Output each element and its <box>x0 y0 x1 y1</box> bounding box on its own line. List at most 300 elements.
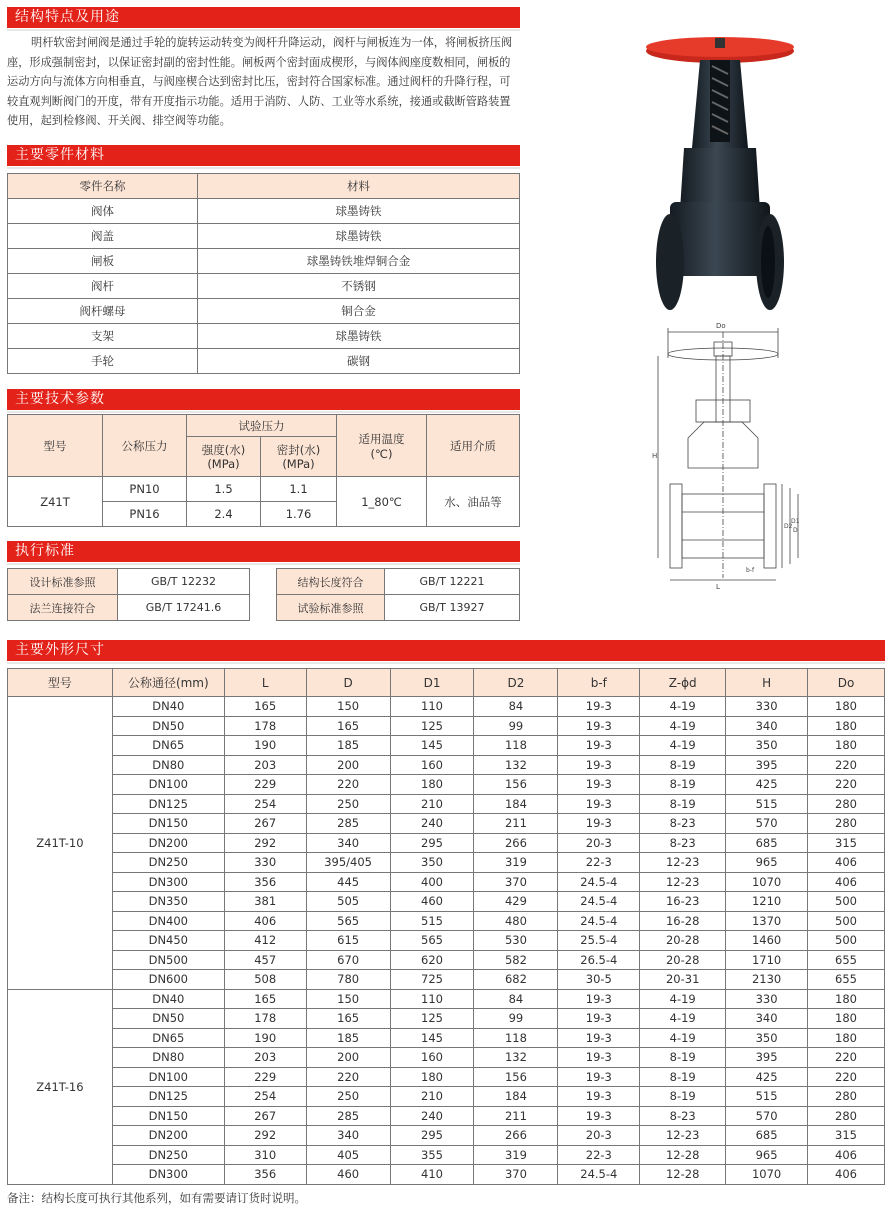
dims-cell: 220 <box>306 1067 390 1087</box>
dims-cell: 406 <box>808 1145 885 1165</box>
dims-cell: DN200 <box>112 1126 224 1146</box>
section-header-dims: 主要外形尺寸 <box>7 640 885 661</box>
dims-cell: 110 <box>390 697 474 717</box>
dims-cell: 8-23 <box>640 814 726 834</box>
dims-cell: 425 <box>726 1067 808 1087</box>
dims-cell: 203 <box>224 755 306 775</box>
dims-cell: 150 <box>306 989 390 1009</box>
dims-cell: 406 <box>808 1165 885 1185</box>
materials-row <box>8 274 520 299</box>
dims-cell: 655 <box>808 950 885 970</box>
dims-cell: 500 <box>808 892 885 912</box>
valve-dimension-drawing <box>650 318 800 593</box>
dims-cell: 220 <box>808 775 885 795</box>
dims-cell: DN400 <box>112 911 224 931</box>
dims-cell: 19-3 <box>558 1028 640 1048</box>
dims-cell: 1070 <box>726 872 808 892</box>
dims-cell: 99 <box>474 716 558 736</box>
dims-cell: 160 <box>390 1048 474 1068</box>
dims-cell: 19-3 <box>558 1048 640 1068</box>
table-row <box>8 892 885 912</box>
table-row <box>8 755 885 775</box>
dims-cell: 295 <box>390 833 474 853</box>
dims-cell: 8-19 <box>640 794 726 814</box>
dims-cell: 330 <box>726 697 808 717</box>
standard-label: 结构长度符合 <box>277 569 385 595</box>
dims-cell: 8-19 <box>640 1067 726 1087</box>
dims-cell: 110 <box>390 989 474 1009</box>
dims-cell: DN300 <box>112 1165 224 1185</box>
dims-cell: 370 <box>474 872 558 892</box>
dims-cell: 8-19 <box>640 775 726 795</box>
dims-cell: 19-3 <box>558 736 640 756</box>
dims-cell: 655 <box>808 970 885 990</box>
dims-cell: 12-23 <box>640 853 726 873</box>
dims-cell: 780 <box>306 970 390 990</box>
table-row <box>8 911 885 931</box>
dims-cell: 480 <box>474 911 558 931</box>
table-row <box>8 814 885 834</box>
section-header-standards: 执行标准 <box>7 541 520 562</box>
part-material: 铜合金 <box>198 299 520 324</box>
dims-cell: 570 <box>726 1106 808 1126</box>
dims-cell: 19-3 <box>558 697 640 717</box>
dims-cell: 150 <box>306 697 390 717</box>
dims-cell: 570 <box>726 814 808 834</box>
part-name: 闸板 <box>8 249 198 274</box>
dims-header: 公称通径(mm) <box>112 669 224 697</box>
dims-cell: 285 <box>306 1106 390 1126</box>
dims-cell: 24.5-4 <box>558 1165 640 1185</box>
table-row <box>8 775 885 795</box>
dims-cell: 500 <box>808 911 885 931</box>
dims-cell: 4-19 <box>640 716 726 736</box>
dims-cell: 8-23 <box>640 1106 726 1126</box>
standard-value: GB/T 17241.6 <box>118 595 250 621</box>
dims-cell: 19-3 <box>558 716 640 736</box>
dims-cell: 500 <box>808 931 885 951</box>
dims-cell: 210 <box>390 1087 474 1107</box>
dims-cell: DN125 <box>112 794 224 814</box>
dims-cell: 1370 <box>726 911 808 931</box>
dims-cell: 24.5-4 <box>558 872 640 892</box>
dims-cell: 292 <box>224 833 306 853</box>
dims-cell: 180 <box>390 775 474 795</box>
dims-cell: 20-3 <box>558 1126 640 1146</box>
dims-header: Do <box>808 669 885 697</box>
part-material: 碳钢 <box>198 349 520 374</box>
dims-cell: 180 <box>808 697 885 717</box>
dims-cell: 330 <box>726 989 808 1009</box>
dims-cell: 395/405 <box>306 853 390 873</box>
dims-header: D <box>306 669 390 697</box>
dims-cell: 190 <box>224 1028 306 1048</box>
dims-cell: 19-3 <box>558 1009 640 1029</box>
dims-cell: 165 <box>224 989 306 1009</box>
dims-cell: 1070 <box>726 1165 808 1185</box>
dims-cell: 190 <box>224 736 306 756</box>
dims-cell: 211 <box>474 1106 558 1126</box>
dims-cell: 350 <box>726 1028 808 1048</box>
dims-cell: 350 <box>726 736 808 756</box>
dims-cell: 405 <box>306 1145 390 1165</box>
dims-cell: 19-3 <box>558 1067 640 1087</box>
dims-cell: 565 <box>306 911 390 931</box>
part-material: 球墨铸铁 <box>198 224 520 249</box>
table-row <box>8 1106 885 1126</box>
standard-label: 设计标准参照 <box>8 569 118 595</box>
dims-cell: 292 <box>224 1126 306 1146</box>
dims-cell: 145 <box>390 1028 474 1048</box>
dims-cell: 180 <box>808 989 885 1009</box>
table-row <box>8 1087 885 1107</box>
table-row <box>8 1009 885 1029</box>
dims-cell: 429 <box>474 892 558 912</box>
dims-cell: 25.5-4 <box>558 931 640 951</box>
dims-cell: DN100 <box>112 775 224 795</box>
dims-cell: 19-3 <box>558 794 640 814</box>
part-name: 阀体 <box>8 199 198 224</box>
dims-cell: 220 <box>808 755 885 775</box>
dims-cell: 280 <box>808 794 885 814</box>
tech-pn: PN16 <box>103 502 187 527</box>
label-d2: D2 <box>784 523 793 530</box>
dims-cell: 381 <box>224 892 306 912</box>
dims-cell: 2130 <box>726 970 808 990</box>
part-name: 阀盖 <box>8 224 198 249</box>
tech-temp: 1_80℃ <box>337 477 427 527</box>
section-header-tech: 主要技术参数 <box>7 389 520 410</box>
dims-cell: 19-3 <box>558 755 640 775</box>
dims-cell: 165 <box>306 716 390 736</box>
dims-cell: 132 <box>474 1048 558 1068</box>
table-row <box>8 1145 885 1165</box>
dims-cell: 1210 <box>726 892 808 912</box>
dims-cell: DN300 <box>112 872 224 892</box>
materials-row <box>8 249 520 274</box>
dims-cell: 12-28 <box>640 1145 726 1165</box>
dims-cell: 280 <box>808 814 885 834</box>
dims-cell: 460 <box>306 1165 390 1185</box>
dims-cell: 178 <box>224 1009 306 1029</box>
standard-value: GB/T 13927 <box>385 595 520 621</box>
dims-cell: 505 <box>306 892 390 912</box>
standards-table-right <box>276 568 520 621</box>
dims-cell: 180 <box>808 1009 885 1029</box>
dims-cell: 356 <box>224 1165 306 1185</box>
dims-cell: 12-23 <box>640 872 726 892</box>
dims-cell: 210 <box>390 794 474 814</box>
standards-table-left <box>7 568 250 621</box>
dims-cell: 180 <box>390 1067 474 1087</box>
dims-cell: 515 <box>726 794 808 814</box>
table-row <box>8 1165 885 1185</box>
dims-cell: 20-28 <box>640 950 726 970</box>
dims-cell: 22-3 <box>558 853 640 873</box>
dims-cell: 267 <box>224 1106 306 1126</box>
dims-cell: 240 <box>390 1106 474 1126</box>
dims-cell: 406 <box>808 872 885 892</box>
dims-cell: 19-3 <box>558 989 640 1009</box>
tech-header-strength: 强度(水) (MPa) <box>187 437 261 477</box>
intro-text: 明杆软密封闸阀是通过手轮的旋转运动转变为阀杆升降运动，阀杆与闸板连为一体，将闸板挤压阀座，形成强制密封，以保证密封副的密封性能。闸板两个密封面成楔形，与阀体阀座度数相同，闸板的运动方向与流体方向相垂直，与阀座楔合达到密封比压，密封符合国家标准。通过阀杆的升降行程，可较直观判断阀门的开度，带有开度指示功能。适用于消防、人防、工业等水系统，接通或截断管路装置使用，起到检修阀、开关阀、排空阀等功能。 <box>7 36 513 127</box>
dims-cell: DN600 <box>112 970 224 990</box>
materials-row <box>8 199 520 224</box>
tech-seal: 1.76 <box>261 502 337 527</box>
dims-cell: 19-3 <box>558 1087 640 1107</box>
part-material: 球墨铸铁堆焊铜合金 <box>198 249 520 274</box>
standard-label: 试验标准参照 <box>277 595 385 621</box>
dims-cell: 1710 <box>726 950 808 970</box>
dims-cell: 156 <box>474 1067 558 1087</box>
dims-cell: 229 <box>224 1067 306 1087</box>
tech-seal: 1.1 <box>261 477 337 502</box>
dims-cell: 285 <box>306 814 390 834</box>
table-row <box>8 794 885 814</box>
dims-cell: 180 <box>808 716 885 736</box>
dims-cell: 425 <box>726 775 808 795</box>
dims-cell: 8-23 <box>640 833 726 853</box>
part-name: 阀杆螺母 <box>8 299 198 324</box>
dims-cell: DN100 <box>112 1067 224 1087</box>
table-row <box>8 853 885 873</box>
dims-cell: 254 <box>224 794 306 814</box>
dims-cell: 410 <box>390 1165 474 1185</box>
dims-model: Z41T-10 <box>8 697 113 990</box>
dims-cell: 340 <box>726 1009 808 1029</box>
tech-header-medium: 适用介质 <box>427 415 520 477</box>
dims-cell: 184 <box>474 1087 558 1107</box>
dims-cell: 250 <box>306 1087 390 1107</box>
table-row <box>8 931 885 951</box>
dims-cell: 20-3 <box>558 833 640 853</box>
dims-cell: 118 <box>474 1028 558 1048</box>
dims-cell: 250 <box>306 794 390 814</box>
dims-cell: DN65 <box>112 736 224 756</box>
table-row <box>8 697 885 717</box>
dims-cell: 340 <box>306 1126 390 1146</box>
dims-cell: 395 <box>726 755 808 775</box>
label-do: Do <box>716 322 726 330</box>
dims-cell: 132 <box>474 755 558 775</box>
dims-cell: DN40 <box>112 697 224 717</box>
tech-params-table <box>7 414 520 527</box>
dims-cell: 4-19 <box>640 736 726 756</box>
dims-cell: 184 <box>474 794 558 814</box>
dims-cell: 156 <box>474 775 558 795</box>
dims-cell: DN50 <box>112 716 224 736</box>
dims-cell: 340 <box>726 716 808 736</box>
dims-cell: 203 <box>224 1048 306 1068</box>
dims-header: b-f <box>558 669 640 697</box>
dims-cell: 965 <box>726 853 808 873</box>
dims-cell: 26.5-4 <box>558 950 640 970</box>
dims-cell: 19-3 <box>558 1106 640 1126</box>
dims-cell: 266 <box>474 1126 558 1146</box>
standard-value: GB/T 12232 <box>118 569 250 595</box>
dims-cell: 165 <box>224 697 306 717</box>
label-h: H <box>652 452 658 460</box>
dims-cell: 19-3 <box>558 775 640 795</box>
dims-cell: 220 <box>808 1067 885 1087</box>
dims-cell: 8-19 <box>640 1048 726 1068</box>
part-material: 球墨铸铁 <box>198 324 520 349</box>
dims-cell: 145 <box>390 736 474 756</box>
dims-cell: DN150 <box>112 1106 224 1126</box>
dims-cell: 178 <box>224 716 306 736</box>
section-header-features: 结构特点及用途 <box>7 7 520 28</box>
dims-cell: 84 <box>474 697 558 717</box>
dims-cell: 445 <box>306 872 390 892</box>
dims-cell: 24.5-4 <box>558 892 640 912</box>
table-row <box>8 950 885 970</box>
dims-cell: DN500 <box>112 950 224 970</box>
tech-medium: 水、油品等 <box>427 477 520 527</box>
dims-cell: 185 <box>306 736 390 756</box>
dims-cell: 615 <box>306 931 390 951</box>
table-row <box>8 1067 885 1087</box>
dims-cell: DN250 <box>112 853 224 873</box>
dims-cell: 165 <box>306 1009 390 1029</box>
dims-cell: 965 <box>726 1145 808 1165</box>
dims-cell: 515 <box>390 911 474 931</box>
dims-model: Z41T-16 <box>8 989 113 1184</box>
dims-cell: 356 <box>224 872 306 892</box>
dims-cell: DN200 <box>112 833 224 853</box>
dims-cell: 24.5-4 <box>558 911 640 931</box>
label-d: D <box>793 527 798 534</box>
table-row <box>8 1126 885 1146</box>
dims-cell: DN450 <box>112 931 224 951</box>
dims-cell: 4-19 <box>640 989 726 1009</box>
label-l: L <box>716 583 720 591</box>
dims-cell: 125 <box>390 1009 474 1029</box>
table-row <box>8 716 885 736</box>
dims-cell: 12-23 <box>640 1126 726 1146</box>
tech-strength: 2.4 <box>187 502 261 527</box>
dims-cell: 620 <box>390 950 474 970</box>
table-row <box>8 1028 885 1048</box>
dims-header: H <box>726 669 808 697</box>
footnote: 备注：结构长度可执行其他系列，如有需要请订货时说明。 <box>7 1191 306 1205</box>
dims-cell: 412 <box>224 931 306 951</box>
dims-cell: DN40 <box>112 989 224 1009</box>
dims-cell: 8-19 <box>640 755 726 775</box>
tech-model: Z41T <box>8 477 103 527</box>
dims-cell: 254 <box>224 1087 306 1107</box>
dims-cell: 4-19 <box>640 1028 726 1048</box>
dims-cell: 400 <box>390 872 474 892</box>
dims-cell: 229 <box>224 775 306 795</box>
dims-cell: 266 <box>474 833 558 853</box>
tech-header-temp: 适用温度 (℃) <box>337 415 427 477</box>
part-material: 球墨铸铁 <box>198 199 520 224</box>
materials-row <box>8 224 520 249</box>
dims-cell: 319 <box>474 853 558 873</box>
dims-cell: 457 <box>224 950 306 970</box>
dims-cell: 295 <box>390 1126 474 1146</box>
dims-cell: DN125 <box>112 1087 224 1107</box>
dims-cell: 315 <box>808 833 885 853</box>
tech-header-model: 型号 <box>8 415 103 477</box>
dims-cell: 220 <box>808 1048 885 1068</box>
dims-cell: 310 <box>224 1145 306 1165</box>
dims-cell: 340 <box>306 833 390 853</box>
dims-cell: 125 <box>390 716 474 736</box>
dims-cell: 211 <box>474 814 558 834</box>
dims-cell: 12-28 <box>640 1165 726 1185</box>
dims-cell: 16-23 <box>640 892 726 912</box>
dims-cell: 200 <box>306 1048 390 1068</box>
materials-header-part: 零件名称 <box>8 174 198 199</box>
dims-cell: DN80 <box>112 755 224 775</box>
table-row <box>8 736 885 756</box>
table-row <box>8 970 885 990</box>
dims-header: L <box>224 669 306 697</box>
tech-header-test: 试验压力 <box>187 415 337 437</box>
dims-cell: 4-19 <box>640 1009 726 1029</box>
dims-cell: 19-3 <box>558 814 640 834</box>
dims-cell: 370 <box>474 1165 558 1185</box>
dims-header: Z-ϕd <box>640 669 726 697</box>
dims-cell: 460 <box>390 892 474 912</box>
standard-value: GB/T 12221 <box>385 569 520 595</box>
dims-cell: 280 <box>808 1106 885 1126</box>
dims-cell: 118 <box>474 736 558 756</box>
dims-cell: DN50 <box>112 1009 224 1029</box>
dims-cell: 30-5 <box>558 970 640 990</box>
standard-label: 法兰连接符合 <box>8 595 118 621</box>
dims-cell: 4-19 <box>640 697 726 717</box>
tech-header-seal: 密封(水) (MPa) <box>261 437 337 477</box>
dims-cell: DN250 <box>112 1145 224 1165</box>
valve-photo <box>640 30 800 310</box>
dims-cell: 315 <box>808 1126 885 1146</box>
dimensions-table <box>7 668 885 1185</box>
dims-cell: 319 <box>474 1145 558 1165</box>
dims-header: D2 <box>474 669 558 697</box>
part-name: 支架 <box>8 324 198 349</box>
dims-cell: 350 <box>390 853 474 873</box>
dims-cell: 16-28 <box>640 911 726 931</box>
part-name: 阀杆 <box>8 274 198 299</box>
dims-cell: 565 <box>390 931 474 951</box>
dims-cell: 406 <box>224 911 306 931</box>
dims-cell: 330 <box>224 853 306 873</box>
dims-cell: 685 <box>726 833 808 853</box>
tech-strength: 1.5 <box>187 477 261 502</box>
dims-cell: 20-28 <box>640 931 726 951</box>
part-material: 不锈钢 <box>198 274 520 299</box>
dims-cell: 508 <box>224 970 306 990</box>
dims-cell: 180 <box>808 736 885 756</box>
dims-cell: 185 <box>306 1028 390 1048</box>
dims-cell: 280 <box>808 1087 885 1107</box>
materials-row <box>8 324 520 349</box>
section-header-materials: 主要零件材料 <box>7 145 520 166</box>
dims-cell: 240 <box>390 814 474 834</box>
dims-cell: 220 <box>306 775 390 795</box>
dims-cell: 515 <box>726 1087 808 1107</box>
dims-cell: DN350 <box>112 892 224 912</box>
dims-cell: 180 <box>808 1028 885 1048</box>
dims-cell: 99 <box>474 1009 558 1029</box>
dims-cell: 20-31 <box>640 970 726 990</box>
dims-cell: 355 <box>390 1145 474 1165</box>
tech-header-pn: 公称压力 <box>103 415 187 477</box>
dims-cell: 1460 <box>726 931 808 951</box>
dims-header: D1 <box>390 669 474 697</box>
